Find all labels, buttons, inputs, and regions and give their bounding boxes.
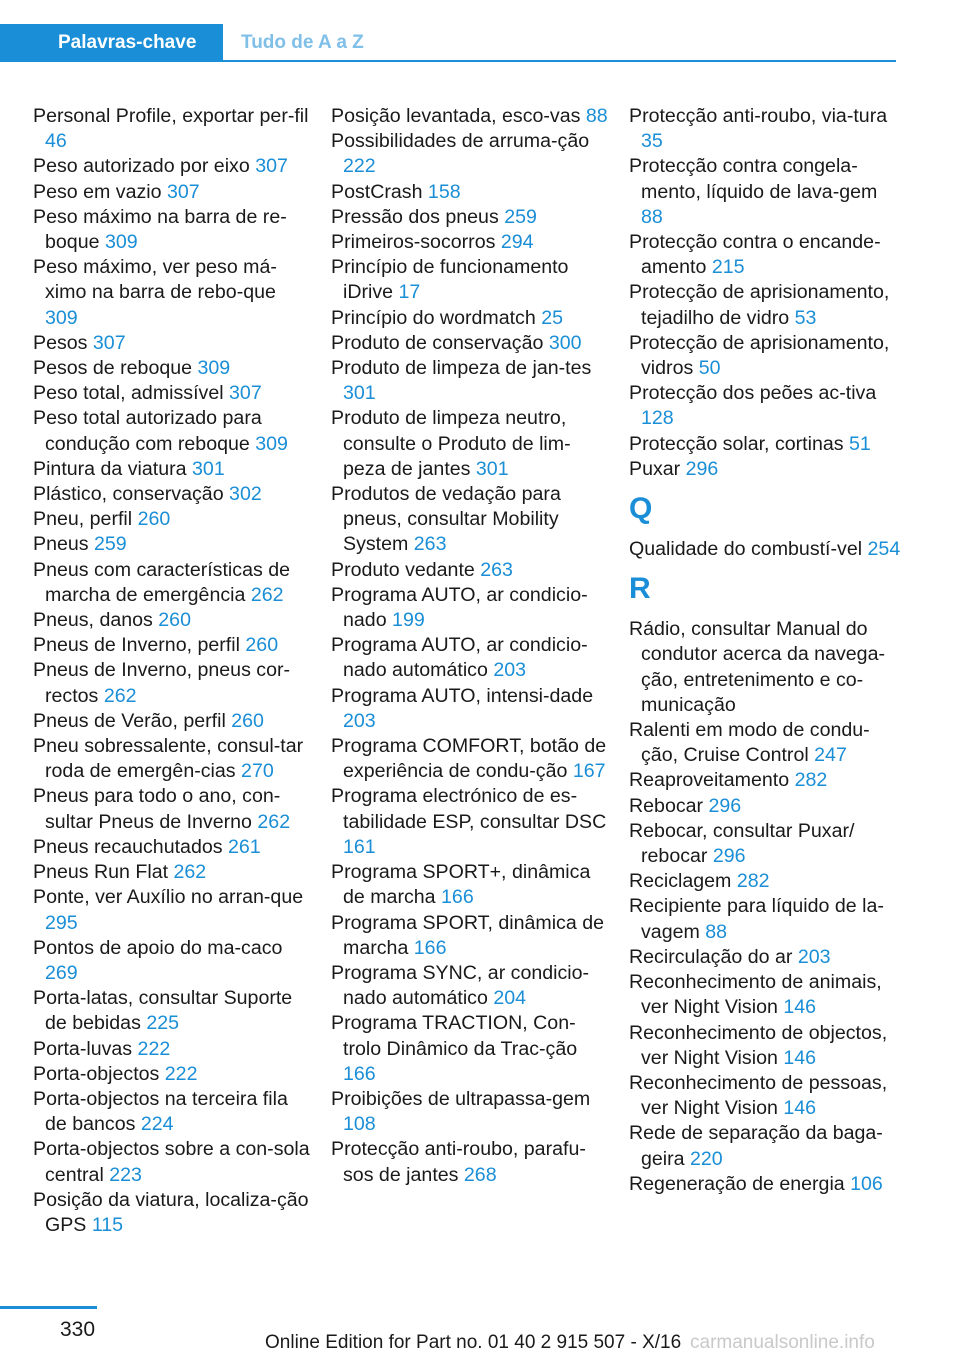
index-entry xyxy=(331,129,611,179)
index-entry xyxy=(33,734,313,784)
index-entry-text: Produto vedante xyxy=(331,558,481,581)
index-entry-text: Protecção contra o encande-amento xyxy=(629,231,881,279)
index-page-link[interactable]: 309 xyxy=(104,231,138,254)
index-page-link[interactable]: 260 xyxy=(245,634,279,657)
index-page-link[interactable]: 53 xyxy=(794,306,817,329)
index-entry xyxy=(33,936,313,986)
index-entry xyxy=(33,180,313,205)
index-entry xyxy=(33,205,313,255)
watermark: carmanualsonline.info xyxy=(690,1332,875,1353)
index-entry xyxy=(331,482,611,558)
index-page-link[interactable]: 222 xyxy=(343,155,376,178)
index-entry xyxy=(33,356,313,381)
index-page-link[interactable]: 50 xyxy=(698,357,721,380)
index-page-link[interactable]: 307 xyxy=(229,382,262,405)
index-column-1 xyxy=(33,104,313,1238)
index-page-link[interactable]: 261 xyxy=(227,835,261,858)
index-page-link[interactable]: 146 xyxy=(783,1097,817,1120)
index-page-link[interactable]: 51 xyxy=(849,432,871,455)
index-entry xyxy=(33,1087,313,1137)
header-tabs xyxy=(0,24,896,62)
index-entry xyxy=(331,961,611,1011)
index-entry-text: Pneus de Inverno, perfil xyxy=(33,634,246,657)
index-entry-text: Rebocar, consultar Puxar/ rebocar xyxy=(629,819,855,868)
index-entry xyxy=(33,1037,313,1062)
index-section-letter: Q xyxy=(629,492,653,526)
index-entry-text: Peso autorizado por eixo xyxy=(33,155,256,178)
index-entry xyxy=(33,860,313,885)
index-entry-text: Primeiros-socorros xyxy=(331,231,501,254)
index-entry-text: Princípio do wordmatch xyxy=(331,306,542,329)
index-entry-text: Peso total, admissível xyxy=(33,382,230,405)
index-page-link[interactable]: 263 xyxy=(480,558,513,581)
index-entry-text: Programa COMFORT, botão de experiência de condu-ção xyxy=(331,735,607,783)
index-entry-text: Peso máximo na barra de re-boque xyxy=(33,205,287,254)
index-page-link[interactable]: 296 xyxy=(685,457,719,480)
index-entry xyxy=(33,633,313,658)
index-entry xyxy=(33,532,313,557)
index-entry xyxy=(629,154,904,230)
index-entry-text: Rádio, consultar Manual do condutor acerca da navega-ção, entretenimento e co-municação xyxy=(629,618,885,716)
tab-underline xyxy=(223,60,896,62)
index-page-link[interactable]: 106 xyxy=(850,1172,883,1195)
index-page-link[interactable]: 296 xyxy=(712,845,746,868)
index-entry-text: Porta-objectos xyxy=(33,1062,165,1085)
index-page-link[interactable]: 203 xyxy=(343,709,376,732)
index-entry xyxy=(331,1011,611,1087)
index-entry-text: Programa AUTO, ar condicio-nado automático xyxy=(331,634,588,682)
index-page-link[interactable]: 282 xyxy=(794,769,828,792)
index-entry xyxy=(33,784,313,834)
index-entry-text: Pneus de Verão, perfil xyxy=(33,709,232,732)
index-page-link[interactable]: 270 xyxy=(241,760,274,783)
index-entry xyxy=(331,306,611,331)
index-entry xyxy=(33,1137,313,1187)
index-entry-text: Princípio de funcionamento iDrive xyxy=(331,256,569,304)
index-entry-text: Protecção solar, cortinas xyxy=(629,432,849,455)
index-entry xyxy=(331,633,611,683)
index-page-link[interactable]: 88 xyxy=(705,920,728,943)
index-page-link[interactable]: 294 xyxy=(500,231,534,254)
index-entry-text: Pneus com características de marcha de emergência xyxy=(33,558,291,606)
index-column-3 xyxy=(629,104,904,1197)
index-entry-text: Protecção anti-roubo, via-tura xyxy=(629,105,888,127)
index-page-link[interactable]: 262 xyxy=(103,684,137,707)
index-entry xyxy=(33,1062,313,1087)
index-entry xyxy=(33,835,313,860)
page-number: 330 xyxy=(60,1318,96,1341)
index-entry xyxy=(629,617,904,718)
index-entry xyxy=(33,986,313,1036)
index-page-link[interactable]: 309 xyxy=(45,306,78,329)
footer-rule xyxy=(0,1306,97,1309)
index-entry xyxy=(331,406,611,482)
index-entry-text: Porta-luvas xyxy=(33,1037,138,1060)
index-page-link[interactable]: 295 xyxy=(45,911,78,934)
index-page-link[interactable]: 167 xyxy=(572,760,606,783)
index-entry xyxy=(33,482,313,507)
index-entry xyxy=(629,1121,904,1171)
index-page-link[interactable]: 302 xyxy=(229,483,262,506)
index-entry-text: Programa TRACTION, Con-trolo Dinâmico da Trac-ção xyxy=(331,1012,578,1060)
index-entry xyxy=(331,911,611,961)
index-entry xyxy=(331,860,611,910)
tab-a-to-z[interactable]: Tudo de A a Z xyxy=(241,32,364,53)
index-entry xyxy=(331,230,611,255)
index-entry xyxy=(33,658,313,708)
index-page-link[interactable]: 259 xyxy=(94,533,127,556)
index-entry-text: Protecção de aprisionamento, tejadilho de vidro xyxy=(629,281,890,329)
index-entry xyxy=(331,583,611,633)
index-entry xyxy=(331,255,611,305)
index-entry-text: Programa SYNC, ar condicio-nado automático xyxy=(331,961,590,1010)
index-entry xyxy=(331,734,611,784)
index-entry-text: Porta-objectos sobre a con-sola central xyxy=(33,1138,310,1186)
index-page-link[interactable]: 247 xyxy=(814,744,847,767)
index-entry xyxy=(33,104,313,154)
index-entry xyxy=(33,331,313,356)
index-page-link[interactable]: 215 xyxy=(711,256,745,279)
index-entry xyxy=(331,558,611,583)
index-page-link[interactable]: 260 xyxy=(137,508,171,531)
index-entry-text: Programa electrónico de es-tabilidade ESP, consultar DSC xyxy=(331,785,607,833)
index-entry xyxy=(331,180,611,205)
index-entry xyxy=(629,768,904,793)
index-entry xyxy=(629,104,904,154)
index-entry-text: Pesos xyxy=(33,331,93,354)
index-entry-text: Peso total autorizado para condução com reboque xyxy=(33,407,262,455)
index-entry xyxy=(629,894,904,944)
index-entry xyxy=(33,608,313,633)
index-entry-text: Qualidade do combustí-vel xyxy=(629,538,868,561)
index-entry-text: Pressão dos pneus xyxy=(331,205,505,228)
index-entry-text: Proibições de ultrapassa-gem xyxy=(331,1087,591,1110)
index-entry xyxy=(629,819,904,869)
index-entry xyxy=(33,154,313,179)
edition-note: Online Edition for Part no. 01 40 2 915 507 - X/16 xyxy=(265,1332,682,1353)
index-page-link[interactable]: 25 xyxy=(541,306,563,329)
index-entry-text: Pneus de Inverno, pneus cor-rectos xyxy=(33,659,291,707)
index-entry xyxy=(331,684,611,734)
index-page-link[interactable]: 146 xyxy=(783,996,817,1019)
index-entry-text: Ponte, ver Auxílio no arran-que xyxy=(33,886,304,909)
index-entry xyxy=(629,1172,904,1197)
index-page-link[interactable]: 203 xyxy=(797,945,831,968)
index-page-link[interactable]: 166 xyxy=(413,936,447,959)
index-entry-text: Protecção contra congela-mento, líquido de lava-gem xyxy=(629,155,878,203)
index-page-link[interactable]: 161 xyxy=(343,835,376,858)
index-entry-text: Pneus xyxy=(33,533,95,556)
index-entry-text: Protecção de aprisionamento, vidros xyxy=(629,331,890,380)
index-page-link[interactable]: 307 xyxy=(255,155,288,178)
index-page-link[interactable]: 268 xyxy=(463,1163,497,1186)
index-entry xyxy=(629,970,904,1020)
index-page-link[interactable]: 35 xyxy=(641,130,663,153)
index-entry-text: Pneu sobressalente, consul-tar roda de emergên-cias xyxy=(33,735,304,783)
index-page-link[interactable]: 296 xyxy=(708,794,742,817)
index-page-link[interactable]: 307 xyxy=(166,180,200,203)
index-page-link[interactable]: 224 xyxy=(140,1113,174,1136)
index-page-link[interactable]: 128 xyxy=(641,407,674,430)
tab-keywords[interactable]: Palavras-chave xyxy=(0,24,223,62)
index-entry-text: Produto de conservação xyxy=(331,331,549,354)
index-page-link[interactable]: 301 xyxy=(343,382,376,405)
index-entry-text: Protecção anti-roubo, parafu-sos de jantes xyxy=(331,1138,586,1186)
index-entry-text: Produtos de vedação para pneus, consultar Mobility System xyxy=(331,483,561,556)
index-entry xyxy=(33,406,313,456)
index-entry xyxy=(629,331,904,381)
index-page-link[interactable]: 309 xyxy=(197,357,231,380)
index-entry-text: Puxar xyxy=(629,457,686,480)
index-entry-text: Produto de limpeza neutro, consulte o Produto de lim-peza de jantes xyxy=(331,407,571,480)
index-entry-text: Reciclagem xyxy=(629,870,737,893)
index-entry xyxy=(629,718,904,768)
index-entry-text: Regeneração de energia xyxy=(629,1172,851,1195)
index-entry xyxy=(629,1071,904,1121)
index-entry-text: Programa AUTO, intensi-dade xyxy=(331,684,594,707)
index-entry-text: Ralenti em modo de condu-ção, Cruise Control xyxy=(629,719,870,767)
index-entry xyxy=(331,1137,611,1187)
index-entry-text: Personal Profile, exportar per-fil xyxy=(33,105,309,127)
index-page-link[interactable]: 225 xyxy=(146,1012,180,1035)
index-entry-text: Pintura da viatura xyxy=(33,457,193,480)
index-entry xyxy=(331,205,611,230)
index-entry-text: Programa AUTO, ar condicio-nado xyxy=(331,583,588,632)
index-entry-text: Programa SPORT+, dinâmica de marcha xyxy=(331,861,591,909)
index-entry-text: Peso máximo, ver peso má-ximo na barra de rebo-que xyxy=(33,256,277,304)
index-entry xyxy=(33,1188,313,1238)
index-entry xyxy=(33,709,313,734)
index-page-link[interactable]: 301 xyxy=(475,457,509,480)
index-page-link[interactable]: 301 xyxy=(192,457,225,480)
index-entry-text: Pneus Run Flat xyxy=(33,861,174,884)
index-entry xyxy=(33,885,313,935)
index-entry-text: Produto de limpeza de jan-tes xyxy=(331,357,592,380)
index-entry xyxy=(629,794,904,819)
index-entry-text: Pneus recauchutados xyxy=(33,835,228,858)
index-entry-text: Peso em vazio xyxy=(33,180,167,203)
index-entry-text: Pneus para todo o ano, con-sultar Pneus de Inverno xyxy=(33,785,281,833)
index-page-link[interactable]: 300 xyxy=(548,331,582,354)
index-page-link[interactable]: 282 xyxy=(736,870,770,893)
index-entry-text: Reconhecimento de animais, ver Night Vision xyxy=(629,971,882,1019)
index-page-link[interactable]: 222 xyxy=(164,1062,198,1085)
index-entry-text: Reconhecimento de pessoas, ver Night Vision xyxy=(629,1071,888,1120)
index-entry xyxy=(629,280,904,330)
index-page-link[interactable]: 158 xyxy=(427,180,461,203)
index-entry-text: Possibilidades de arruma-ção xyxy=(331,130,590,153)
index-entry-text: Porta-latas, consultar Suporte de bebidas xyxy=(33,987,293,1035)
index-page-link[interactable]: 166 xyxy=(343,1062,376,1085)
index-entry xyxy=(33,255,313,331)
index-page-link[interactable]: 88 xyxy=(585,105,608,127)
index-entry-text: PostCrash xyxy=(331,180,428,203)
index-page-link[interactable]: 220 xyxy=(690,1147,723,1170)
index-entry xyxy=(33,558,313,608)
index-entry xyxy=(331,1087,611,1137)
index-page-link[interactable]: 259 xyxy=(504,205,537,228)
index-page-link[interactable]: 269 xyxy=(45,961,78,984)
index-page-link[interactable]: 17 xyxy=(398,281,421,304)
index-page-link[interactable]: 263 xyxy=(413,533,447,556)
index-page-link[interactable]: 260 xyxy=(158,609,191,632)
index-entry xyxy=(33,381,313,406)
index-entry xyxy=(629,230,904,280)
index-page-link[interactable]: 203 xyxy=(493,659,527,682)
index-entry-text: Recipiente para líquido de la-vagem xyxy=(629,895,884,943)
index-entry-text: Pontos de apoio do ma-caco xyxy=(33,936,283,959)
index-entry xyxy=(629,457,904,482)
index-entry-text: Protecção dos peões ac-tiva xyxy=(629,382,877,405)
index-entry xyxy=(331,331,611,356)
index-entry xyxy=(629,945,904,970)
index-column-2 xyxy=(331,104,611,1188)
index-entry xyxy=(629,869,904,894)
index-page-link[interactable]: 223 xyxy=(109,1163,142,1186)
index-entry xyxy=(331,104,611,129)
index-page-link[interactable]: 146 xyxy=(783,1046,817,1069)
index-entry xyxy=(629,432,904,457)
index-page-link[interactable]: 166 xyxy=(441,886,474,909)
index-entry-text: Pneus, danos xyxy=(33,609,159,632)
index-entry-text: Plástico, conservação xyxy=(33,483,230,506)
index-entry xyxy=(629,1021,904,1071)
index-entry xyxy=(331,784,611,860)
index-page-link[interactable]: 262 xyxy=(173,861,207,884)
index-page-link[interactable]: 262 xyxy=(250,583,284,606)
index-page-link[interactable]: 46 xyxy=(45,130,67,153)
index-section-letter: R xyxy=(629,572,651,606)
index-entry-text: Recirculação do ar xyxy=(629,945,798,968)
index-entry-text: Posição levantada, esco-vas xyxy=(331,105,586,127)
index-entry-text: Reconhecimento de objectos, ver Night Vision xyxy=(629,1021,888,1069)
index-page-link[interactable]: 307 xyxy=(92,331,126,354)
index-entry-text: Posição da viatura, localiza-ção GPS xyxy=(33,1188,309,1236)
index-entry xyxy=(33,507,313,532)
index-entry-text: Programa SPORT, dinâmica de marcha xyxy=(331,911,604,959)
index-page-link[interactable]: 309 xyxy=(255,432,288,455)
index-page-link[interactable]: 199 xyxy=(392,609,425,632)
index-page-link[interactable]: 88 xyxy=(641,205,663,228)
index-page-link[interactable]: 115 xyxy=(91,1213,124,1236)
index-entry-text: Rebocar xyxy=(629,794,709,817)
index-entry-text: Pesos de reboque xyxy=(33,357,198,380)
index-page-link[interactable]: 254 xyxy=(867,538,901,561)
index-entry xyxy=(33,457,313,482)
index-entry-text: Pneu, perfil xyxy=(33,508,138,531)
index-page-link[interactable]: 108 xyxy=(343,1113,376,1136)
index-page-link[interactable]: 260 xyxy=(231,709,264,732)
index-page-link[interactable]: 262 xyxy=(257,810,291,833)
index-entry xyxy=(629,381,904,431)
index-entry-text: Porta-objectos na terceira fila de bancos xyxy=(33,1087,288,1136)
index-entry-text: Reaproveitamento xyxy=(629,769,795,792)
index-entry xyxy=(331,356,611,406)
index-entry xyxy=(629,537,904,562)
index-page-link[interactable]: 222 xyxy=(137,1037,171,1060)
index-entry-text: Rede de separação da baga-geira xyxy=(629,1122,883,1170)
index-page-link[interactable]: 204 xyxy=(493,987,527,1010)
